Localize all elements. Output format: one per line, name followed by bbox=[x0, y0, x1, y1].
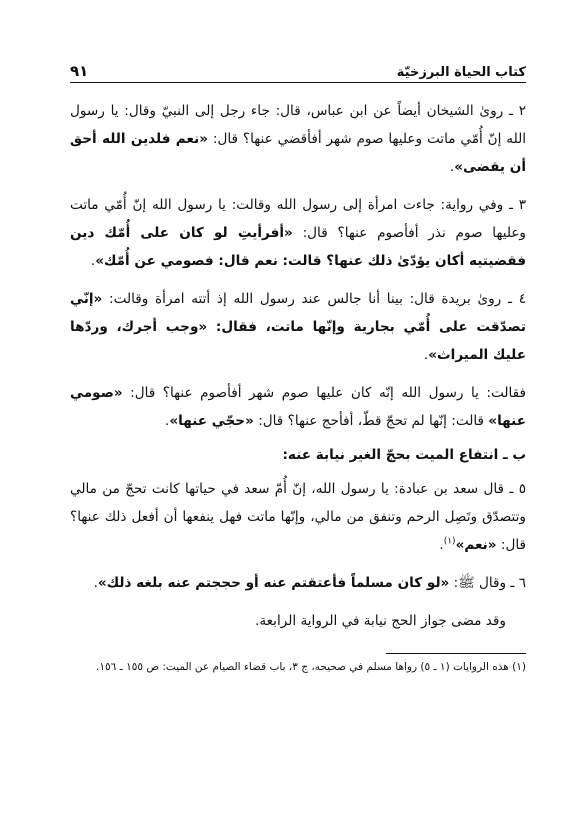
page-content bbox=[70, 97, 526, 677]
hadith-4b-tail: . bbox=[165, 413, 170, 429]
book-title: كتاب الحياة البرزخيّة bbox=[396, 65, 526, 80]
hadith-paragraph-4-continued bbox=[70, 379, 526, 435]
footnote-1 bbox=[70, 658, 526, 677]
hadith-6-quote: «لو كان مسلماً فأعتقتم عنه أو حججتم عنه بلغه ذلك» bbox=[97, 575, 450, 591]
hadith-4b-text: فقالت: يا رسول الله إنّه كان عليها صوم شهر أفأصوم عنها؟ قال: bbox=[122, 385, 526, 401]
hadith-4b-middle: قالت: إنّها لم تحجّ قطّ، أفأحج عنها؟ قال: bbox=[253, 413, 489, 429]
hadith-paragraph-4 bbox=[70, 285, 526, 369]
hadith-3-tail: . bbox=[90, 253, 96, 269]
running-header bbox=[70, 54, 526, 83]
section-heading-b: ب ـ انتفاع الميت بحجّ الغير نيابة عنه: bbox=[282, 447, 526, 463]
hadith-3-quote: «أفرأيتِ لو كان على أُمّك دين فقضيتيه أكان يؤدّىٰ ذلك عنها؟ قالت: نعم قال: فصومي عن أُمّك» bbox=[70, 225, 526, 269]
hadith-5-text: ٥ ـ قال سعد بن عبادة: يا رسول الله، إنّ أُمّ سعد في حياتها كانت تحجّ من مالي وتتصدّق وتَصِل الرحم وتنفق من مالي، وإنّها ماتت فهل ينفعها أن أفعل ذلك عنها؟ قال: bbox=[70, 481, 526, 553]
footnote-divider bbox=[386, 653, 526, 654]
hadith-4b-quote-1: «صومي عنها» bbox=[70, 385, 526, 429]
hadith-3-text: ٣ ـ وفي رواية: جاءت امرأة إلى رسول الله وقالت: يا رسول الله إنّ أُمّي ماتت وعليها صوم نذر أفأصوم عنها؟ قال: bbox=[70, 197, 526, 241]
hadith-paragraph-6 bbox=[70, 569, 526, 597]
hadith-paragraph-2 bbox=[70, 97, 526, 181]
footnote-text: هذه الروايات (١ ـ ٥) رواها مسلم في صحيحه، ج ٣، باب قضاء الصيام عن الميت: ص ١٥٥ ـ ١٥٦. bbox=[96, 661, 509, 673]
hadith-5-quote: «نعم» bbox=[455, 537, 497, 553]
hadith-paragraph-3 bbox=[70, 191, 526, 275]
closing-note: وقد مضى جواز الحج نيابة في الرواية الرابعة. bbox=[255, 613, 506, 629]
hadith-4-tail: . bbox=[423, 347, 429, 363]
hadith-6-tail: . bbox=[93, 575, 98, 591]
hadith-6-text: ٦ ـ وقال ﷺ: bbox=[449, 575, 526, 591]
hadith-4b-quote-2: «حجّي عنها» bbox=[169, 413, 254, 429]
hadith-paragraph-5 bbox=[70, 475, 526, 559]
hadith-2-text: ٢ ـ روىٰ الشيخان أيضاً عن ابن عباس، قال: جاء رجل إلى النبيّ وقال: يا رسول الله إنّ أُمّي ماتت وعليها صوم شهر أفأقضي عنها؟ قال: bbox=[70, 103, 526, 147]
footnote-mark: (١) bbox=[512, 661, 526, 673]
hadith-2-tail: . bbox=[449, 159, 455, 175]
hadith-2-quote: «نعم فلدين الله أحق أن يقضى» bbox=[70, 131, 526, 175]
footnote-reference[interactable]: (١) bbox=[443, 536, 456, 547]
page-number: ٩١ bbox=[70, 62, 89, 80]
book-page bbox=[70, 54, 526, 825]
hadith-5-tail: . bbox=[439, 537, 444, 553]
hadith-4-text: ٤ ـ روىٰ بريدة قال: بينا أنا جالس عند رسول الله إذ أتته امرأة وقالت: bbox=[102, 291, 526, 307]
hadith-4-quote: «إنّي تصدّقت على أُمّي بجارية وإنّها ماتت، فقال: «وجب أجرك، وردّها عليك الميراث» bbox=[70, 291, 526, 363]
